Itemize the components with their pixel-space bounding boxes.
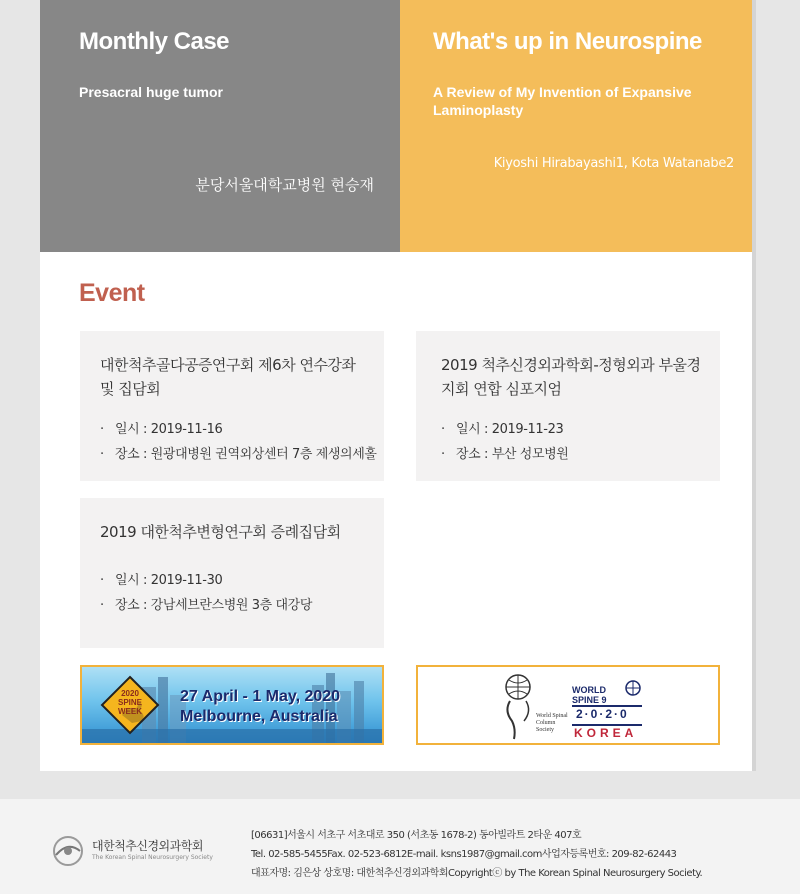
newsletter-page: [40, 0, 752, 771]
world-spine-banner[interactable]: [416, 665, 720, 745]
event-card-place: · 장소 : 강남세브란스병원 3층 대강당: [100, 598, 312, 613]
event-card-date: · 일시 : 2019-11-16: [100, 422, 223, 437]
world-spine-title: WORLD SPINE 9: [572, 685, 607, 705]
footer-contact-info: [251, 826, 702, 883]
footer-address: [06631]서울시 서초구 서초대로 350 (서초동 1678-2) 동아빌라트 2타운 407호: [251, 830, 582, 841]
footer-copyright: 대표자명: 김은상 상호명: 대한척추신경외과학회Copyrightⓒ by The Korean Spinal Neurosurgery Society.: [251, 868, 703, 879]
monthly-case-subtitle[interactable]: Presacral huge tumor: [79, 84, 223, 100]
footer: [0, 799, 800, 894]
event-card-title: 대한척추골다공증연구회 제6차 연수강좌 및 집담회: [100, 356, 356, 398]
footer-org-name-en: The Korean Spinal Neurosurgery Society: [92, 854, 213, 861]
monthly-case-title: Monthly Case: [79, 28, 230, 55]
neurospine-title: What's up in Neurospine: [433, 28, 702, 55]
neurospine-panel[interactable]: [400, 0, 752, 252]
footer-contact: Tel. 02-585-5455Fax. 02-523-6812E-mail. ksns1987@gmail.com사업자등록번호: 209-82-62443: [251, 849, 677, 860]
event-card-place: · 장소 : 원광대병원 권역외상센터 7층 제생의세홀: [100, 447, 377, 462]
event-card[interactable]: [80, 331, 384, 481]
spine-week-details: [180, 687, 340, 727]
world-spine-9-logo: [568, 677, 648, 743]
event-card-date: · 일시 : 2019-11-23: [441, 422, 564, 437]
event-card-date: · 일시 : 2019-11-30: [100, 573, 223, 588]
spine-week-sign-text: 2020 SPINE WEEK: [117, 689, 142, 716]
page-shadow: [752, 0, 756, 771]
monthly-case-panel[interactable]: [40, 0, 400, 252]
society-logo-icon: [48, 833, 88, 869]
event-card[interactable]: [416, 331, 720, 481]
neurospine-authors: Kiyoshi Hirabayashi1, Kota Watanabe2: [493, 156, 734, 171]
event-heading: Event: [79, 279, 145, 307]
spine-week-location: Melbourne, Australia: [180, 708, 338, 725]
globe-icon: [624, 679, 642, 701]
footer-org-name: 대한척추신경외과학회: [92, 839, 203, 853]
spine-week-banner[interactable]: [80, 665, 384, 745]
world-spine-year: 2·0·2·0: [576, 707, 629, 721]
monthly-case-author: 분당서울대학교병원 현승재: [195, 176, 374, 194]
event-card-title: 2019 대한척추변형연구회 증례집담회: [100, 523, 341, 541]
event-card-title: 2019 척추신경외과학회-정형외과 부울경지회 연합 심포지엄: [441, 356, 701, 398]
spine-week-dates: 27 April - 1 May, 2020: [180, 688, 341, 705]
world-spine-country: KOREA: [574, 726, 638, 740]
event-card-place: · 장소 : 부산 성모병원: [441, 447, 569, 462]
event-card[interactable]: [80, 498, 384, 648]
wsc-text: World Spinal Column Society: [536, 713, 568, 733]
neurospine-subtitle[interactable]: A Review of My Invention of Expansive Laminoplasty: [433, 84, 692, 118]
